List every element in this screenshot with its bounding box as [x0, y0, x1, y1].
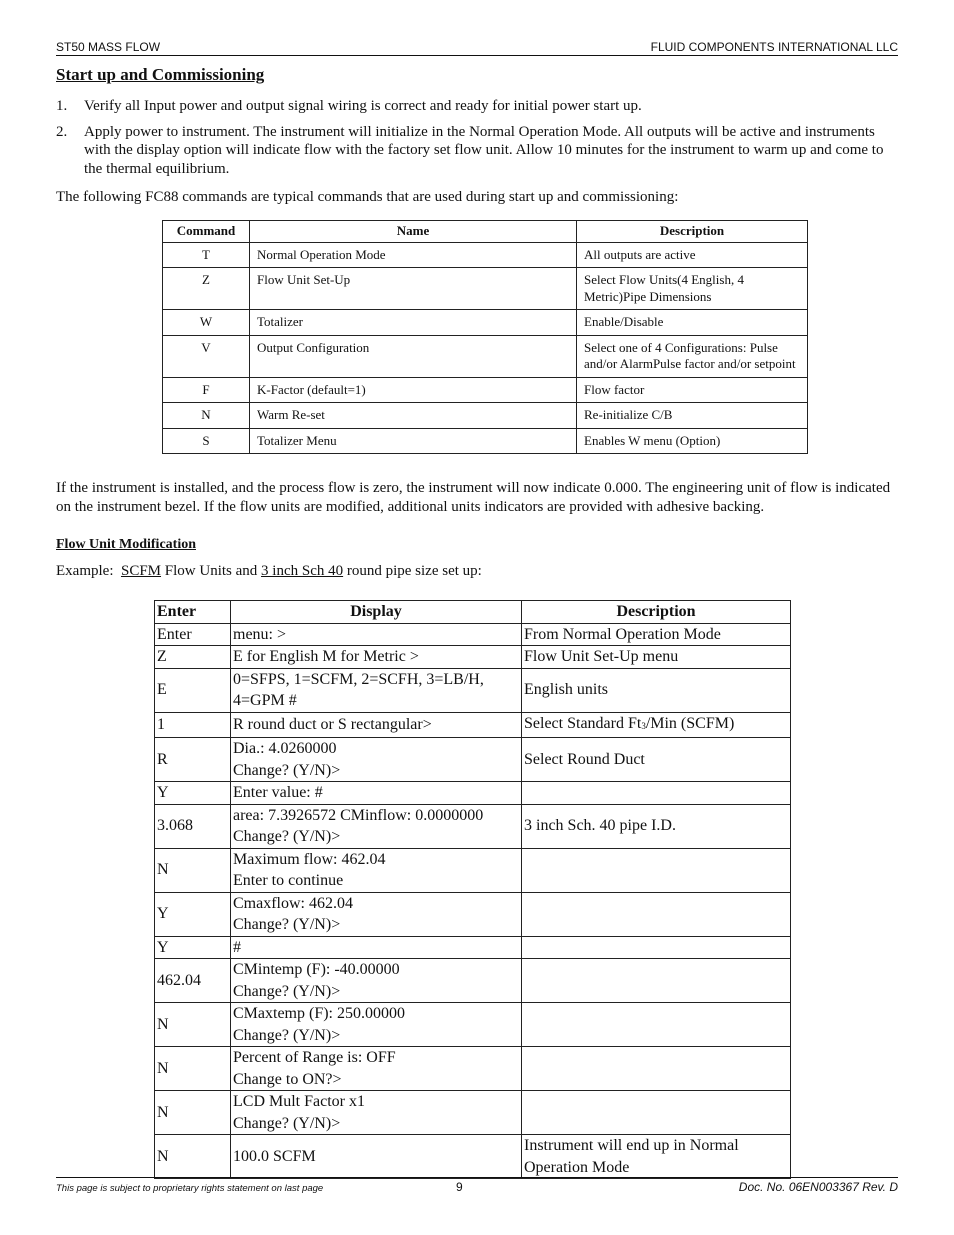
- command-cell: S: [163, 428, 250, 454]
- name-cell: Output Configuration: [250, 335, 577, 377]
- page-number: 9: [456, 1180, 463, 1194]
- display-line: Change? (Y/N)>: [233, 916, 341, 933]
- example-prefix: Example:: [56, 563, 114, 579]
- header-product: ST50 MASS FLOW: [56, 40, 161, 54]
- display-cell: [231, 804, 522, 848]
- table-row: [155, 848, 791, 892]
- display-line: Change? (Y/N)>: [233, 761, 341, 779]
- name-cell: Totalizer Menu: [250, 428, 577, 454]
- table-row: [155, 782, 791, 805]
- enter-cell: N: [155, 1047, 231, 1091]
- table-row: [155, 623, 791, 646]
- table-row: [163, 268, 808, 310]
- column-header: Display: [231, 601, 522, 624]
- enter-cell: R: [155, 738, 231, 782]
- example-line: [56, 563, 482, 580]
- flow-unit-table: [154, 600, 791, 1179]
- display-cell: [231, 1091, 522, 1135]
- display-line: Maximum flow: 462.04: [233, 850, 386, 868]
- display-line: Cmaxflow: 462.04: [233, 894, 353, 912]
- display-line: 100.0 SCFM: [233, 1147, 316, 1165]
- list-item: [56, 97, 898, 116]
- table-row: [163, 310, 808, 336]
- description-cell: Select one of 4 Configurations: Pulse and/or AlarmPulse factor and/or setpoint: [577, 335, 808, 377]
- enter-cell: N: [155, 1135, 231, 1179]
- display-cell: [231, 738, 522, 782]
- display-cell: [231, 892, 522, 936]
- enter-cell: E: [155, 668, 231, 712]
- table-header-row: [163, 221, 808, 243]
- display-line: Change? (Y/N)>: [233, 1114, 341, 1132]
- column-header: Enter: [155, 601, 231, 624]
- description-cell: [522, 892, 791, 936]
- proprietary-notice: This page is subject to proprietary rights statement on last page: [56, 1183, 324, 1194]
- table-row: [163, 242, 808, 268]
- header-company: FLUID COMPONENTS INTERNATIONAL LLC: [650, 40, 898, 54]
- display-line: Change? (Y/N)>: [233, 828, 341, 845]
- description-cell: [522, 782, 791, 805]
- enter-cell: 462.04: [155, 959, 231, 1003]
- display-line: Change to ON?>: [233, 1070, 342, 1088]
- table-row: [155, 738, 791, 782]
- table-row: [155, 1003, 791, 1047]
- display-line: #: [233, 938, 241, 956]
- description-cell: [522, 1047, 791, 1091]
- table-row: [155, 892, 791, 936]
- display-line: CMintemp (F): -40.00000: [233, 961, 400, 978]
- display-line: CMaxtemp (F): 250.00000: [233, 1005, 405, 1022]
- section-title: Start up and Commissioning: [56, 65, 265, 84]
- table-row: [155, 668, 791, 712]
- display-line: LCD Mult Factor x1: [233, 1093, 365, 1110]
- example-suffix: round pipe size set up:: [346, 563, 482, 579]
- description-line: From Normal Operation Mode: [524, 625, 721, 643]
- display-line: area: 7.3926572 CMinflow: 0.0000000: [233, 806, 484, 824]
- description-line: Instrument will end up in Normal: [524, 1137, 739, 1154]
- table-header-row: [155, 601, 791, 624]
- description-cell: [522, 1135, 791, 1179]
- command-cell: V: [163, 335, 250, 377]
- description-cell: Enables W menu (Option): [577, 428, 808, 454]
- subsection-title: Flow Unit Modification: [56, 537, 196, 552]
- enter-cell: Y: [155, 782, 231, 805]
- example-mid: Flow Units and: [164, 563, 258, 579]
- enter-cell: Y: [155, 892, 231, 936]
- display-line: R round duct or S rectangular>: [233, 716, 432, 733]
- description-cell: [522, 848, 791, 892]
- enter-cell: N: [155, 1003, 231, 1047]
- table-row: [155, 959, 791, 1003]
- description-line: Select Round Duct: [524, 750, 645, 768]
- example-flow-unit: SCFM: [120, 563, 162, 579]
- table-row: [155, 1091, 791, 1135]
- column-header: Command: [163, 221, 250, 243]
- name-cell: Totalizer: [250, 310, 577, 336]
- display-cell: [231, 959, 522, 1003]
- description-line: 3 inch Sch. 40 pipe I.D.: [524, 817, 676, 835]
- step-text: Verify all Input power and output signal wiring is correct and ready for initial power start up.: [84, 98, 642, 114]
- enter-cell: 1: [155, 712, 231, 738]
- intro-paragraph: The following FC88 commands are typical commands that are used during start up and commissioning:: [56, 189, 679, 205]
- step-number: 1.: [56, 98, 68, 114]
- display-cell: [231, 1135, 522, 1179]
- name-cell: Flow Unit Set-Up: [250, 268, 577, 310]
- display-cell: [231, 848, 522, 892]
- description-cell: Re-initialize C/B: [577, 403, 808, 429]
- column-header: Name: [250, 221, 577, 243]
- display-cell: [231, 623, 522, 646]
- table-row: [163, 428, 808, 454]
- display-line: E for English M for Metric >: [233, 648, 419, 665]
- enter-cell: Enter: [155, 623, 231, 646]
- steps-list: [56, 97, 898, 185]
- command-cell: Z: [163, 268, 250, 310]
- table-row: [163, 335, 808, 377]
- display-line: Dia.: 4.0260000: [233, 740, 337, 757]
- display-line: 4=GPM #: [233, 692, 297, 709]
- description-cell: [522, 959, 791, 1003]
- table-row: [163, 403, 808, 429]
- table-row: [155, 712, 791, 738]
- table-row: [155, 646, 791, 669]
- display-line: Enter to continue: [233, 872, 344, 889]
- table-row: [163, 377, 808, 403]
- page-header: [56, 40, 898, 56]
- display-line: 0=SFPS, 1=SCFM, 2=SCFH, 3=LB/H,: [233, 670, 484, 688]
- description-cell: Flow factor: [577, 377, 808, 403]
- description-cell: [522, 738, 791, 782]
- column-header: Description: [577, 221, 808, 243]
- enter-cell: 3.068: [155, 804, 231, 848]
- description-cell: [522, 1003, 791, 1047]
- table-row: [155, 1047, 791, 1091]
- enter-cell: N: [155, 848, 231, 892]
- example-pipe-size: 3 inch Sch 40: [261, 563, 344, 579]
- description-cell: [522, 646, 791, 669]
- enter-cell: Z: [155, 646, 231, 669]
- column-header: Description: [522, 601, 791, 624]
- header-rule: [56, 55, 898, 56]
- footer-rule: [56, 1177, 898, 1178]
- display-cell: [231, 936, 522, 959]
- command-cell: W: [163, 310, 250, 336]
- document-number: Doc. No. 06EN003367 Rev. D: [738, 1180, 898, 1194]
- unit-exponent: 3: [641, 720, 646, 731]
- display-cell: [231, 1003, 522, 1047]
- command-table: [162, 220, 808, 454]
- table-row: [155, 804, 791, 848]
- display-cell: [231, 712, 522, 738]
- description-cell: [522, 1091, 791, 1135]
- description-cell: [522, 668, 791, 712]
- step-number: 2.: [56, 123, 68, 140]
- page-footer: [56, 1180, 898, 1196]
- description-line: Flow Unit Set-Up menu: [524, 648, 679, 665]
- description-cell: [522, 623, 791, 646]
- enter-cell: N: [155, 1091, 231, 1135]
- display-line: menu: >: [233, 625, 287, 643]
- command-cell: F: [163, 377, 250, 403]
- display-line: Enter value: #: [233, 784, 323, 801]
- table-row: [155, 1135, 791, 1179]
- display-cell: [231, 782, 522, 805]
- name-cell: Warm Re-set: [250, 403, 577, 429]
- description-cell: Enable/Disable: [577, 310, 808, 336]
- name-cell: Normal Operation Mode: [250, 242, 577, 268]
- list-item: [56, 123, 898, 179]
- command-cell: N: [163, 403, 250, 429]
- display-line: Percent of Range is: OFF: [233, 1049, 396, 1066]
- name-cell: K-Factor (default=1): [250, 377, 577, 403]
- description-cell: [522, 712, 791, 738]
- zero-flow-paragraph: If the instrument is installed, and the process flow is zero, the instrument will now indicate 0.000. The engineering unit of flow is indicated on the instrument bezel. If the flow units are modified, additional units indicators are provided with adhesive backing.: [56, 480, 891, 515]
- display-line: Change? (Y/N)>: [233, 982, 341, 1000]
- description-cell: Select Flow Units(4 English, 4 Metric)Pipe Dimensions: [577, 268, 808, 310]
- description-line: English units: [524, 681, 609, 699]
- description-line: Select Standard Ft3/Min (SCFM): [524, 714, 735, 732]
- display-cell: [231, 1047, 522, 1091]
- display-cell: [231, 646, 522, 669]
- description-cell: [522, 804, 791, 848]
- display-line: Change? (Y/N)>: [233, 1026, 341, 1044]
- step-text: Apply power to instrument. The instrument will initialize in the Normal Operation Mode. All outputs will be active and instruments with the display option will indicate flow with the factory set flow unit. Allow 10 minutes for the instrument to warm up and come to the thermal equilibrium.: [84, 123, 884, 177]
- description-cell: All outputs are active: [577, 242, 808, 268]
- description-cell: [522, 936, 791, 959]
- description-line: Operation Mode: [524, 1158, 630, 1176]
- command-cell: T: [163, 242, 250, 268]
- table-row: [155, 936, 791, 959]
- display-cell: [231, 668, 522, 712]
- enter-cell: Y: [155, 936, 231, 959]
